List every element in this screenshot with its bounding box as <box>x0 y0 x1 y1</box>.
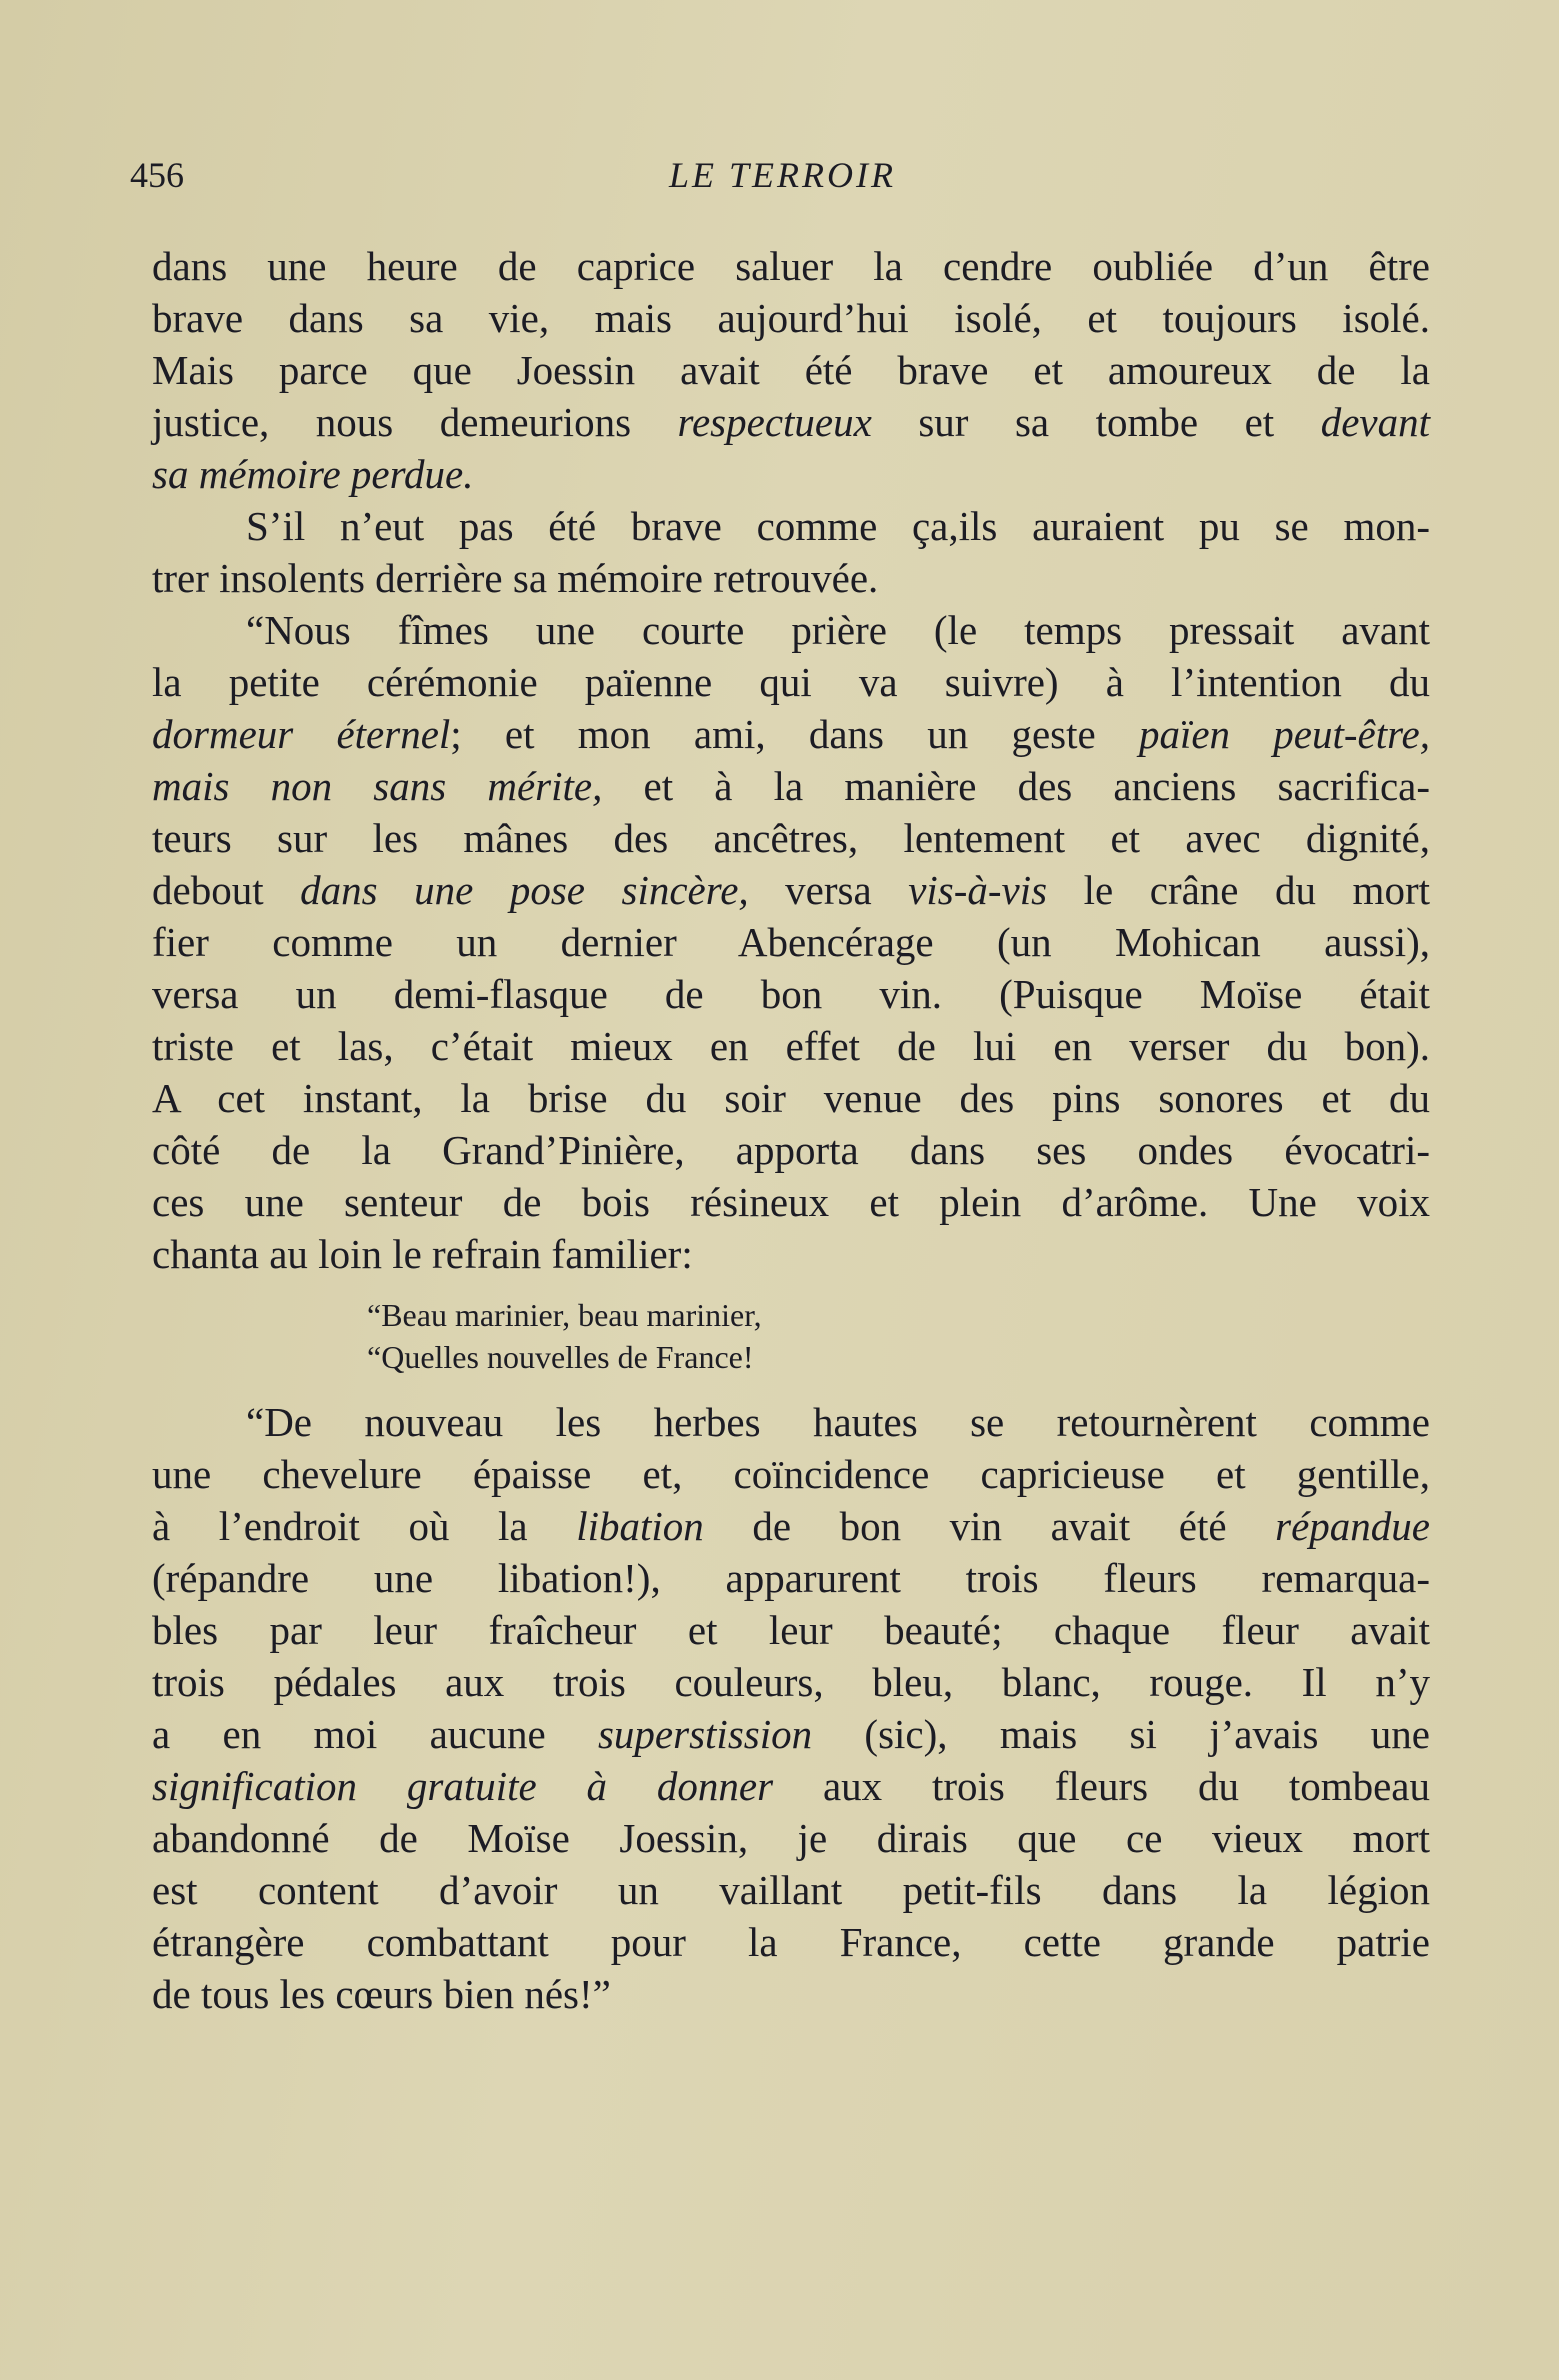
text-line: debout dans une pose sincère, versa vis-à-vis le crâne du mort <box>152 867 1430 913</box>
text-line: est content d’avoir un vaillant petit-fils dans la légion <box>152 1867 1430 1913</box>
italic-phrase: païen peut-être, <box>1138 711 1430 757</box>
text-line: versa un demi-flasque de bon vin. (Puisque Moïse était <box>152 971 1430 1017</box>
italic-phrase: répandue <box>1275 1503 1430 1549</box>
italic-phrase: vis-à-vis <box>908 867 1048 913</box>
text-line <box>152 448 1430 500</box>
text-line: étrangère combattant pour la France, cette grande patrie <box>152 1919 1430 1965</box>
italic-phrase: mais non sans mérite, <box>152 763 603 809</box>
italic-phrase: sa mémoire perdue. <box>152 451 474 497</box>
page-number: 456 <box>130 155 184 195</box>
text-line: ces une senteur de bois résineux et plein d’arôme. Une voix <box>152 1179 1430 1225</box>
text-line: signification gratuite à donner aux trois fleurs du tombeau <box>152 1763 1431 1809</box>
body-text <box>152 240 1430 2020</box>
verse-quote <box>152 1294 1430 1378</box>
text-line: “De nouveau les herbes hautes se retournèrent comme <box>246 1399 1430 1445</box>
running-head <box>130 150 1435 200</box>
italic-phrase: dormeur éternel <box>152 711 451 757</box>
text-line: à l’endroit où la libation de bon vin avait été répandue <box>152 1503 1430 1549</box>
italic-phrase: superstission <box>597 1711 813 1757</box>
text-line: a en moi aucune superstission (sic), mais si j’avais une <box>152 1711 1430 1757</box>
text-line: dans une heure de caprice saluer la cendre oubliée d’un être <box>152 243 1430 289</box>
italic-phrase: libation <box>576 1503 704 1549</box>
text-line: la petite cérémonie païenne qui va suivre) à l’intention du <box>152 659 1430 705</box>
text-line: dormeur éternel; et mon ami, dans un geste païen peut-être, <box>152 711 1430 757</box>
text-line: “Nous fîmes une courte prière (le temps pressait avant <box>246 607 1430 653</box>
text-line: triste et las, c’était mieux en effet de lui en verser du bon). <box>152 1023 1430 1069</box>
italic-phrase: dans une pose sincère, <box>300 867 749 913</box>
text-line: mais non sans mérite, et à la manière des anciens sacrifica- <box>152 763 1430 809</box>
text-line: côté de la Grand’Pinière, apporta dans ses ondes évocatri- <box>152 1127 1430 1173</box>
text-line: trer insolents derrière sa mémoire retrouvée. <box>152 555 879 601</box>
italic-phrase: signification gratuite à donner <box>152 1763 774 1809</box>
text-line: de tous les cœurs bien nés!” <box>152 1971 611 2017</box>
italic-phrase: respectueux <box>677 399 872 445</box>
verse-line: “Quelles nouvelles de France! <box>367 1339 754 1375</box>
text-line: A cet instant, la brise du soir venue des pins sonores et du <box>152 1075 1430 1121</box>
running-title: LE TERROIR <box>669 155 896 195</box>
text-line: brave dans sa vie, mais aujourd’hui isolé, et toujours isolé. <box>152 295 1430 341</box>
verse-line: “Beau marinier, beau marinier, <box>367 1297 762 1333</box>
text-line: trois pédales aux trois couleurs, bleu, blanc, rouge. Il n’y <box>152 1659 1430 1705</box>
text-line: une chevelure épaisse et, coïncidence capricieuse et gentille, <box>152 1451 1430 1497</box>
text-line: fier comme un dernier Abencérage (un Mohican aussi), <box>152 919 1430 965</box>
text-line: abandonné de Moïse Joessin, je dirais que ce vieux mort <box>152 1815 1430 1861</box>
text-line: (répandre une libation!), apparurent trois fleurs remarqua- <box>152 1555 1430 1601</box>
text-line: Mais parce que Joessin avait été brave et amoureux de la <box>152 347 1430 393</box>
text-line: justice, nous demeurions respectueux sur sa tombe et devant <box>152 399 1430 445</box>
text-line: chanta au loin le refrain familier: <box>152 1231 693 1277</box>
text-line: bles par leur fraîcheur et leur beauté; chaque fleur avait <box>152 1607 1430 1653</box>
text-line: teurs sur les mânes des ancêtres, lentement et avec dignité, <box>152 815 1430 861</box>
text-line: S’il n’eut pas été brave comme ça,ils auraient pu se mon- <box>246 503 1430 549</box>
italic-phrase: devant <box>1320 399 1430 445</box>
